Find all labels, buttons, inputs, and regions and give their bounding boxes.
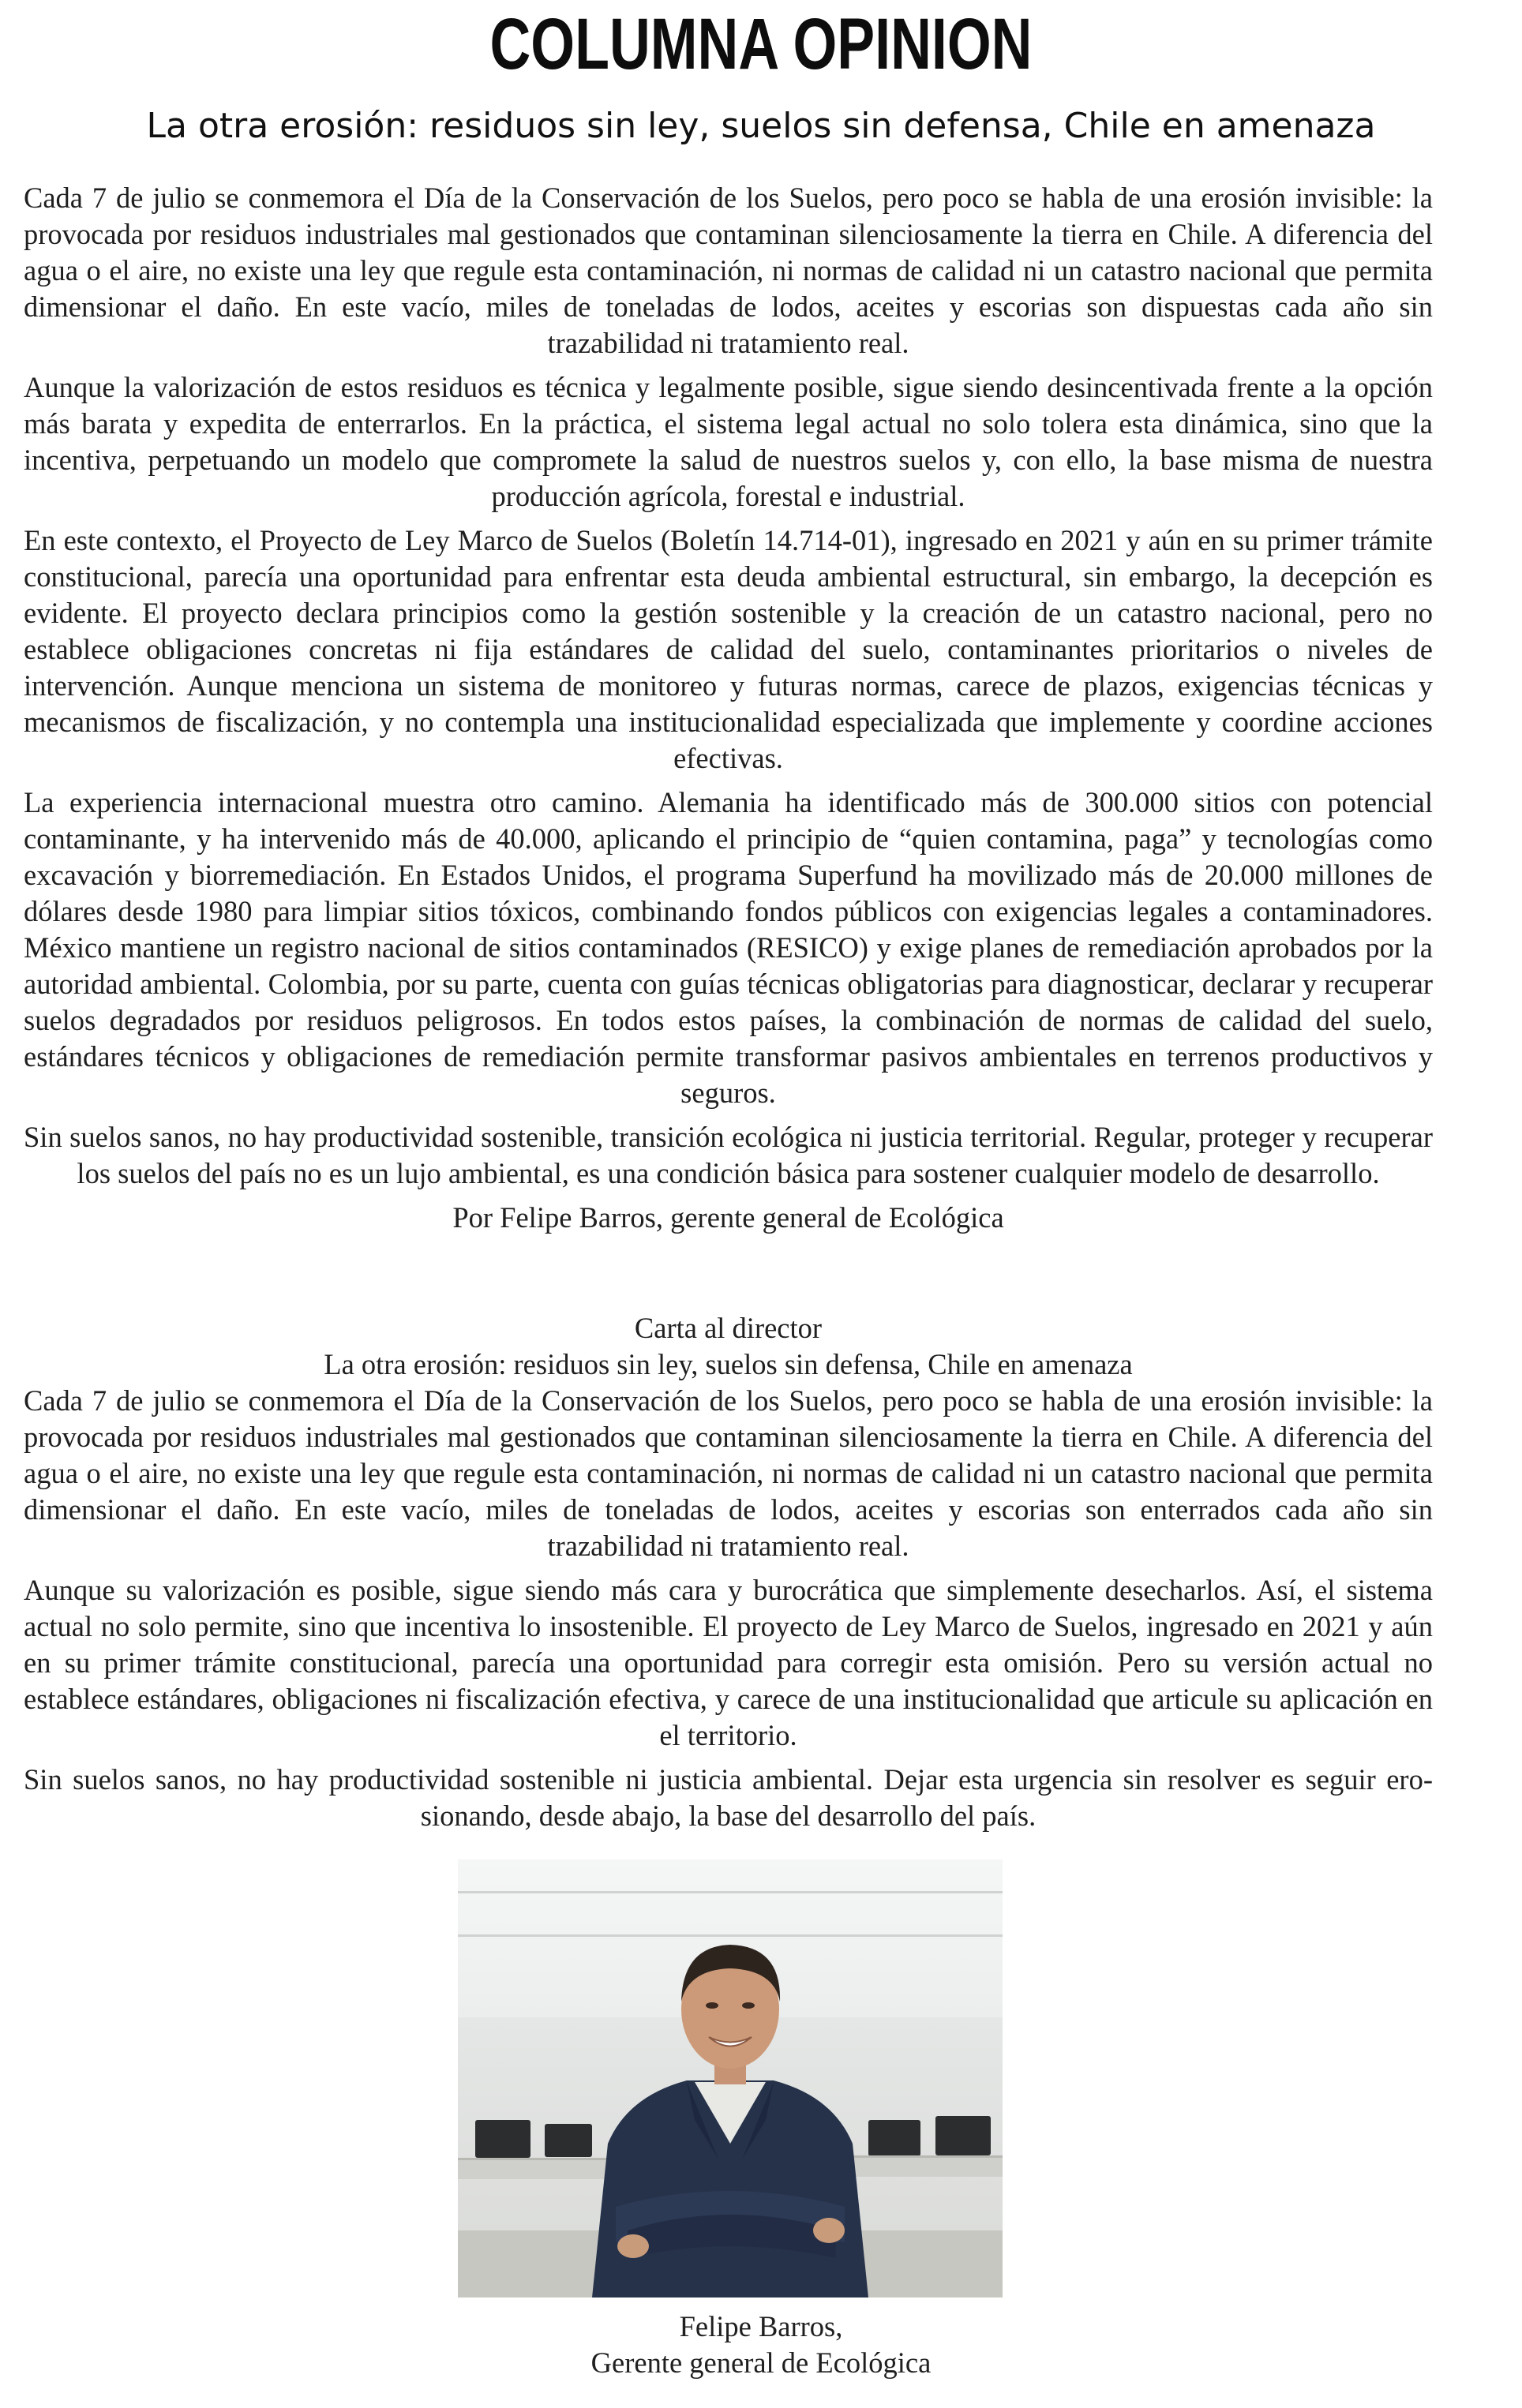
- photo-caption-role: Gerente general de Ecológica: [590, 2346, 932, 2379]
- section-title: COLUMNA OPINION: [489, 4, 1033, 84]
- column-paragraph: Aunque la valorización de estos residuos es técnica y legalmente posible, sigue siendo desincentivada frente a la opción más barata y expedita de enterrarlos. En la práctica, el sistema legal actual no solo tolera esta dinámica, sino que la incentiva, perpetuando un modelo que compromete la salud de nuestros suelos y, con ello, la base misma de nuestra producción agrícola, forestal e industrial.: [24, 371, 1433, 512]
- photo-caption-name: Felipe Barros,: [679, 2310, 843, 2342]
- opinion-column: [24, 180, 1433, 1244]
- article-headline: La otra erosión: residuos sin ley, suelos sin defensa, Chile en amenaza: [146, 106, 1376, 146]
- letter-paragraph: Sin suelos sanos, no hay productividad sostenible ni justicia ambiental. Dejar esta urgencia sin resolver es seguir erosionando, desde abajo, la base del desarrollo del país.: [24, 1763, 1433, 1832]
- letter-paragraph: Cada 7 de julio se conmemora el Día de la Conservación de los Suelos, pero poco se habla de una erosión invisible: la provocada por residuos industriales mal gestionados que contaminan silenciosamente la tierra en Chile. A diferencia del agua o el aire, no existe una ley que regule esta contaminación, ni normas de calidad ni un catastro nacional que permita dimensionar el daño. En este vacío, miles de toneladas de lodos, aceites y escorias son enterrados cada año sin trazabilidad ni tratamiento real.: [24, 1384, 1433, 1562]
- letter-title: La otra erosión: residuos sin ley, suelos sin defensa, Chile en amenaza: [324, 1348, 1133, 1380]
- column-paragraph: En este contexto, el Proyecto de Ley Marco de Suelos (Boletín 14.714-01), ingresado en 2021 y aún en su primer trámite constitucional, parecía una oportunidad para enfrentar esta deuda ambiental estructural, sin embargo, la decepción es evidente. El proyecto declara principios como la gestión sostenible y la creación de un catastro nacional, pero no establece obligaciones concretas ni fija estándares de calidad del suelo, contaminantes prioritarios o niveles de intervención. Aunque menciona un sistema de monitoreo y futuras normas, carece de plazos, exigencias técnicas y mecanismos de fiscalización, y no contempla una institucionalidad especializada que implemente y coordine acciones efectivas.: [24, 524, 1433, 774]
- column-paragraph: La experiencia internacional muestra otro camino. Alemania ha identificado más de 300.000 sitios con potencial contaminante, y ha intervenido más de 40.000, aplicando el principio de “quien contamina, paga” y tecnologías como excavación y biorremediación. En Estados Unidos, el programa Superfund ha movilizado más de 20.000 millones de dólares desde 1980 para limpiar sitios tóxicos, combinando fondos públicos con exigencias legales a contaminadores. México mantiene un registro nacional de sitios contaminados (RESICO) y exige planes de remediación aprobados por la autoridad ambiental. Colombia, por su parte, cuenta con guías técnicas obligatorias para diagnosticar, declarar y recuperar suelos degradados por residuos peligrosos. En todos estos países, la combinación de normas de calidad del suelo, estándares técnicos y obligaciones de remediación permite transformar pasivos ambientales en terrenos productivos y seguros.: [24, 786, 1433, 1109]
- letter-label: Carta al director: [634, 1312, 823, 1344]
- column-byline: Por Felipe Barros, gerente general de Ecológica: [452, 1201, 1004, 1234]
- man-portrait-illustration: [458, 1859, 1003, 2298]
- author-photo: [458, 1859, 1003, 2298]
- letter-to-editor: [24, 1310, 1433, 1842]
- column-paragraph: Sin suelos sanos, no hay productividad sostenible, transición ecológica ni justicia territorial. Regular, proteger y recuperar los suelos del país no es un lujo ambiental, es una condición básica para sostener cualquier modelo de desarrollo.: [24, 1121, 1433, 1189]
- column-paragraph: Cada 7 de julio se conmemora el Día de la Conservación de los Suelos, pero poco se habla de una erosión invisible: la provocada por residuos industriales mal gestionados que contaminan silenciosamente la tierra en Chile. A diferencia del agua o el aire, no existe una ley que regule esta contaminación, ni normas de calidad ni un catastro nacional que permita dimensionar el daño. En este vacío, miles de toneladas de lodos, aceites y escorias son dispuestas cada año sin trazabilidad ni tratamiento real.: [24, 182, 1433, 359]
- letter-paragraph: Aunque su valorización es posible, sigue siendo más cara y burocrática que simplemente desecharlos. Así, el sistema actual no solo permite, sino que incentiva lo insostenible. El proyecto de Ley Marco de Suelos, ingresado en 2021 y aún en su primer trámite constitucional, parecía una oportunidad para corregir esta omisión. Pero su versión actual no establece estándares, obligaciones ni fiscalización efectiva, y carece de una institucionalidad que articule su aplicación en el territorio.: [24, 1574, 1433, 1751]
